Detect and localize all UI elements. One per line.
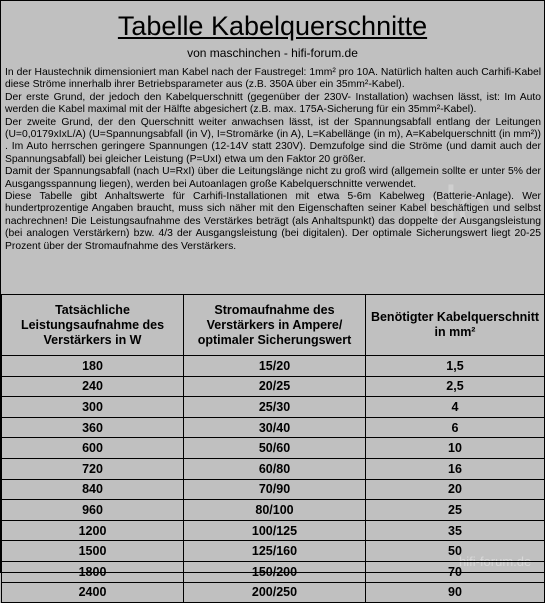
cell-cross-section: 25 xyxy=(366,500,545,521)
cell-current: 200/250 xyxy=(184,582,366,603)
intro-paragraph: In der Haustechnik dimensioniert man Kabel nach der Faustregel: 1mm² pro 10A. Natürlich halten auch Carhifi-Kabel diese Ströme innerhalb ihrer Betriebsparameter aus (z.B. 350A über ein 35mm²-Kabel). xyxy=(5,67,541,91)
cell-current: 150/200 xyxy=(184,561,366,582)
cell-power: 600 xyxy=(2,438,184,459)
cell-current: 30/40 xyxy=(184,417,366,438)
page-title: Tabelle Kabelquerschnitte xyxy=(117,11,428,41)
table-row xyxy=(2,397,545,418)
cell-power: 960 xyxy=(2,500,184,521)
table-row xyxy=(2,356,545,377)
cell-power: 180 xyxy=(2,356,184,377)
header-power: Tatsächliche Leistungsaufnahme des Verstärkers in W xyxy=(2,295,184,356)
cell-power: 1200 xyxy=(2,520,184,541)
table-row xyxy=(2,479,545,500)
watermark-small: hifi-forum.de xyxy=(459,554,532,569)
cell-power: 240 xyxy=(2,376,184,397)
cell-current: 80/100 xyxy=(184,500,366,521)
header-current: Stromaufnahme des Verstärkers in Ampere/ optimaler Sicherungswert xyxy=(184,295,366,356)
cell-current: 25/30 xyxy=(184,397,366,418)
cell-power: 360 xyxy=(2,417,184,438)
cell-cross-section: 16 xyxy=(366,458,545,479)
intro-paragraph: Diese Tabelle gibt Anhaltswerte für Carhifi-Installationen mit etwa 5-6m Kabelweg (Batterie-Anlage). Wer hundertprozentige Angaben braucht, muss sich näher mit den Eigenschaften seiner Kabel beschäftigen und selbst nachrechnen! Die Leistungsaufnahme des Verstärkes beträgt (als Anhaltspunkt) das doppelte der Ausgangsleistung (bei analogen Verstärkern) bzw. 4/3 der Ausgangsleistung (bei digitalen). Der optimale Sicherungswert liegt 20-25 Prozent über der Stromaufnahme des Verstärkers. xyxy=(5,191,541,252)
cell-current: 60/80 xyxy=(184,458,366,479)
cable-table xyxy=(1,294,545,603)
table-row xyxy=(2,376,545,397)
cell-current: 50/60 xyxy=(184,438,366,459)
table-row xyxy=(2,561,545,582)
cell-cross-section: 50 xyxy=(366,541,545,562)
cell-cross-section: 90 xyxy=(366,582,545,603)
cell-cross-section: 35 xyxy=(366,520,545,541)
intro-text xyxy=(5,67,541,253)
cell-power: 1500 xyxy=(2,541,184,562)
table-row xyxy=(2,458,545,479)
table-row xyxy=(2,417,545,438)
table-row xyxy=(2,438,545,459)
cell-power: 840 xyxy=(2,479,184,500)
cell-power: 2400 xyxy=(2,582,184,603)
cell-power: 1800 xyxy=(2,561,184,582)
cell-power: 720 xyxy=(2,458,184,479)
table-header-row xyxy=(2,295,545,356)
cell-cross-section: 70 xyxy=(366,561,545,582)
cell-current: 100/125 xyxy=(184,520,366,541)
cell-cross-section: 2,5 xyxy=(366,376,545,397)
table-row xyxy=(2,520,545,541)
cell-cross-section: 10 xyxy=(366,438,545,459)
cell-cross-section: 1,5 xyxy=(366,356,545,377)
intro-paragraph: Der erste Grund, der jedoch den Kabelquerschnitt (gegenüber der 230V- Installation) wachsen lässt, ist: Im Auto werden die Kabel maximal mit der Hälfte abgesichert (z.B. max. 175A-Sicherung für ein 35mm²-Kabel). xyxy=(5,91,541,116)
cell-current: 125/160 xyxy=(184,541,366,562)
intro-paragraph: Damit der Spannungsabfall (nach U=RxI) über die Leitungslänge nicht zu groß wird (allgemein sollte er unter 5% der Ausgangsspannung liegen), werden bei Autoanlagen große Kabelquerschnitte verwendet. xyxy=(5,166,541,190)
cell-current: 20/25 xyxy=(184,376,366,397)
cell-cross-section: 6 xyxy=(366,417,545,438)
intro-paragraph: Der zweite Grund, der den Querschnitt weiter anwachsen lässt, ist der Spannungsabfall entlang der Leitungen (U=0,0179xIxL/A) (U=Spannungsabfall (in V), I=Stromärke (in A), L=Kabellänge (in m), A=Kabelquerschnitt (in mm²)) . Im Auto herrschen geringere Spannungen (12-14V statt 230V). Demzufolge sind die Ströme (und damit auch der Spannungsabfall) bei gleicher Leistung (P=UxI) etwa um den Faktor 20 größer. xyxy=(5,116,541,165)
table-row xyxy=(2,582,545,603)
cell-current: 70/90 xyxy=(184,479,366,500)
watermark: de xyxy=(426,174,489,237)
page-subtitle: von maschinchen - hifi-forum.de xyxy=(187,46,358,60)
cell-current: 15/20 xyxy=(184,356,366,377)
header-cross-section: Benötigter Kabelquerschnitt in mm² xyxy=(366,295,545,356)
table-row xyxy=(2,500,545,521)
table-row xyxy=(2,541,545,562)
cell-cross-section: 4 xyxy=(366,397,545,418)
cell-power: 300 xyxy=(2,397,184,418)
cell-cross-section: 20 xyxy=(366,479,545,500)
